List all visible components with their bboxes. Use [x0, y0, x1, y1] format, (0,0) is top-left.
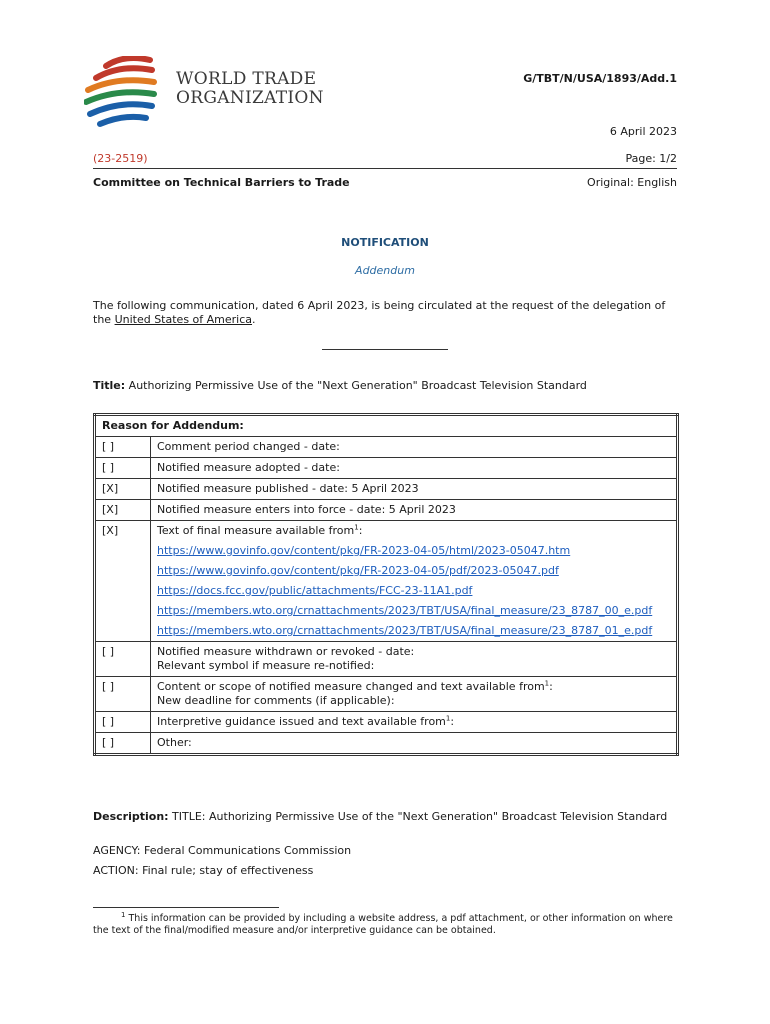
logo-line-2: ORGANIZATION	[176, 88, 324, 108]
checkbox-mark: [ ]	[95, 733, 151, 755]
row-text-with-ref: Content or scope of notified measure changed and text available from$^1$:	[157, 679, 553, 693]
committee-name: Committee on Technical Barriers to Trade	[93, 176, 350, 189]
section-separator	[322, 349, 448, 350]
row-text-multi	[151, 642, 678, 677]
row-text: Notified measure adopted - date:	[151, 458, 678, 479]
checkbox-mark: [X]	[95, 479, 151, 500]
checkbox-mark: [ ]	[95, 437, 151, 458]
wto-wordmark	[176, 70, 324, 108]
checkbox-mark: [ ]	[95, 677, 151, 712]
footnote-ref[interactable]: 1	[354, 523, 359, 532]
description-paragraph	[93, 810, 677, 824]
table-row	[95, 479, 678, 500]
row-text-with-ref: Interpretive guidance issued and text available from$^1$:	[151, 712, 678, 733]
fcc-pdf-link[interactable]: https://docs.fcc.gov/public/attachments/FCC-23-11A1.pdf	[157, 584, 473, 597]
intro-suffix: .	[252, 313, 256, 326]
table-row	[95, 437, 678, 458]
intro-prefix: The following communication, dated 6 April 2023, is being circulated at the request of the delegation of the	[93, 299, 666, 326]
row-text-secondary: New deadline for comments (if applicable):	[157, 694, 395, 707]
table-row	[95, 642, 678, 677]
checkbox-mark: [ ]	[95, 642, 151, 677]
footnote-ref[interactable]: 1	[544, 679, 550, 688]
reason-table	[93, 413, 679, 756]
page-indicator: Page: 1/2	[625, 152, 677, 165]
row-text: Comment period changed - date:	[151, 437, 678, 458]
checkbox-mark: [X]	[95, 521, 151, 642]
footnote-indent	[93, 913, 121, 924]
addendum-subheading: Addendum	[355, 264, 415, 277]
footnote-divider	[93, 907, 279, 908]
agency-line: AGENCY: Federal Communications Commission	[93, 844, 352, 857]
row-text: Interpretive guidance issued and text available from	[157, 715, 446, 728]
checkbox-mark: [ ]	[95, 712, 151, 733]
footnote-ref[interactable]: 1	[445, 714, 451, 723]
wto-measure-01-link[interactable]: https://members.wto.org/crnattachments/2023/TBT/USA/final_measure/23_8787_01_e.pdf	[157, 624, 653, 637]
row-text-links	[151, 521, 678, 642]
wto-logo-icon	[84, 56, 164, 130]
govinfo-html-link[interactable]: https://www.govinfo.gov/content/pkg/FR-2023-04-05/html/2023-05047.htm	[157, 544, 571, 557]
row-text: Content or scope of notified measure changed and text available from	[157, 680, 545, 693]
table-row	[95, 712, 678, 733]
row-text: Notified measure published - date: 5 April 2023	[151, 479, 678, 500]
row-text: Notified measure withdrawn or revoked - date:	[157, 645, 415, 658]
table-row	[95, 733, 678, 755]
document-number: (23-2519)	[93, 152, 148, 165]
document-date: 6 April 2023	[609, 125, 677, 138]
govinfo-pdf-link[interactable]: https://www.govinfo.gov/content/pkg/FR-2023-04-05/pdf/2023-05047.pdf	[157, 564, 559, 577]
table-row	[95, 677, 678, 712]
final-text-label: Text of final measure available from$^1$:	[157, 523, 363, 537]
title-text: Authorizing Permissive Use of the "Next Generation" Broadcast Television Standard	[125, 379, 587, 392]
header-divider	[93, 168, 677, 169]
reason-heading: Reason for Addendum:	[95, 415, 678, 437]
title-label: Title:	[93, 379, 126, 392]
table-row	[95, 415, 678, 437]
footnote-number: 1	[121, 910, 126, 919]
wto-measure-00-link[interactable]: https://members.wto.org/crnattachments/2023/TBT/USA/final_measure/23_8787_00_e.pdf	[157, 604, 653, 617]
footnote	[93, 910, 677, 937]
description-text: TITLE: Authorizing Permissive Use of the "Next Generation" Broadcast Television Standard	[168, 810, 668, 823]
notification-heading: NOTIFICATION	[341, 236, 429, 249]
description-label: Description:	[93, 810, 169, 823]
row-text: Notified measure enters into force - date: 5 April 2023	[151, 500, 678, 521]
row-text: Text of final measure available from	[157, 524, 355, 537]
logo-line-1: WORLD TRADE	[176, 69, 317, 89]
table-row	[95, 521, 678, 642]
table-row	[95, 500, 678, 521]
checkbox-mark: [X]	[95, 500, 151, 521]
checkbox-mark: [ ]	[95, 458, 151, 479]
intro-paragraph	[93, 299, 677, 327]
row-text-secondary: Relevant symbol if measure re-notified:	[157, 659, 375, 672]
original-language: Original: English	[587, 176, 677, 189]
table-row	[95, 458, 678, 479]
row-text-multi	[151, 677, 678, 712]
footnote-text: This information can be provided by including a website address, a pdf attachment, or other information on where the text of the final/modified measure and/or interpretive guidance can be obtained.	[93, 913, 673, 936]
document-symbol: G/TBT/N/USA/1893/Add.1	[523, 72, 677, 85]
intro-country-link[interactable]: United States of America	[114, 313, 253, 326]
row-text: Other:	[151, 733, 678, 755]
notification-title	[93, 379, 677, 392]
action-line: ACTION: Final rule; stay of effectiveness	[93, 864, 314, 877]
